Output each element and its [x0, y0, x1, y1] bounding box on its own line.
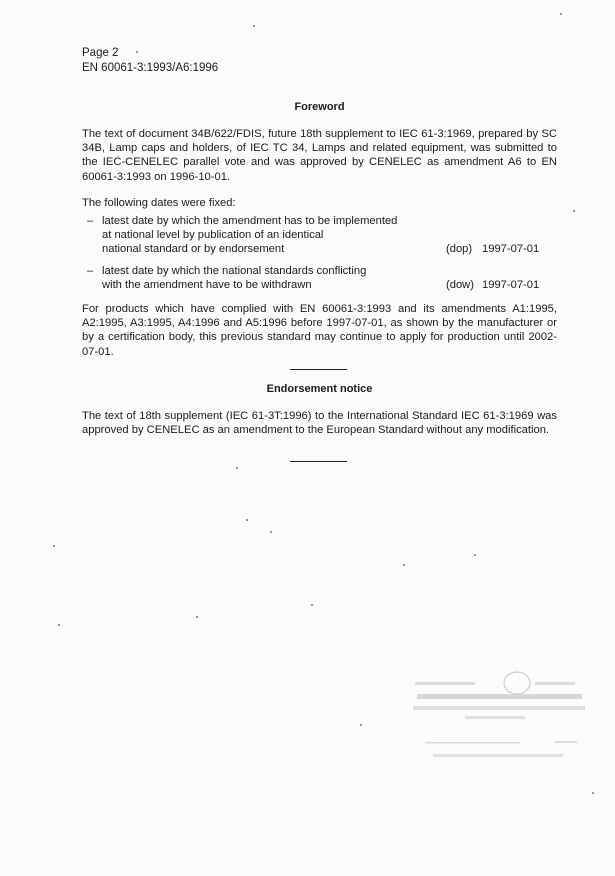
dow-date: 1997-07-01 — [482, 278, 540, 291]
dash: – — [87, 264, 94, 277]
endorsement-heading: Endorsement notice — [266, 383, 373, 395]
dop-date: 1997-07-01 — [482, 243, 540, 256]
official-stamp-watermark — [405, 668, 590, 768]
scan-speck — [53, 545, 55, 547]
section-divider — [290, 369, 347, 370]
dop-line-3: national standard or by endorsement — [102, 243, 285, 256]
scan-speck — [360, 724, 362, 726]
page-header — [82, 46, 218, 76]
dates-intro: The following dates were fixed: — [82, 197, 236, 209]
foreword-heading: Foreword — [294, 101, 345, 113]
scan-speck — [270, 531, 272, 533]
page-number: Page 2 — [82, 47, 119, 59]
scan-speck — [573, 210, 575, 212]
scan-speck — [253, 25, 255, 27]
end-divider — [290, 461, 347, 462]
dow-line-2: with the amendment have to be withdrawn — [102, 278, 312, 291]
scan-speck — [403, 564, 405, 566]
foreword-paragraph-1: The text of document 34B/622/FDIS, future 18th supplement to IEC 61-3:1969, prepared by SC 34B, Lamp caps and holders, of IEC TC 34, Lamps and related equipment, was submitted to the IEC-CENELEC parallel vote and was approved by CENELEC as amendment A6 to EN 60061-3:1993 on 1996-10-01. — [82, 128, 557, 183]
dow-code: (dow) — [446, 278, 474, 291]
dop-line-2: at national level by publication of an identical — [102, 229, 324, 242]
dates-list — [82, 214, 557, 292]
scan-speck — [311, 604, 313, 606]
scan-speck — [236, 467, 238, 469]
date-item-dow — [82, 264, 557, 292]
scan-speck — [136, 51, 138, 53]
scan-speck — [560, 13, 562, 15]
dash: – — [87, 215, 94, 227]
scan-speck — [246, 519, 248, 521]
document-id: EN 60061-3:1993/A6:1996 — [82, 62, 219, 74]
date-item-dop — [82, 214, 557, 257]
scan-speck — [196, 616, 198, 618]
scan-speck — [592, 792, 594, 794]
scan-speck — [58, 624, 60, 626]
foreword-paragraph-2: For products which have complied with EN 60061-3:1993 and its amendments A1:1995, A2:1995, A3:1995, A4:1996 and A5:1996 before 1997-07-01, as shown by the manufacturer or by a certification body, this previous standard may continue to apply for production until 2002-07-01. — [82, 303, 557, 358]
dop-line-1: latest date by which the amendment has to be implemented — [102, 215, 398, 227]
scan-speck — [474, 554, 476, 556]
dop-code: (dop) — [446, 243, 473, 256]
dow-line-1: latest date by which the national standards conflicting — [102, 264, 367, 277]
endorsement-paragraph: The text of 18th supplement (IEC 61-3T:1996) to the International Standard IEC 61-3:1969 was approved by CENELEC as an amendment to the European Standard without any modification. — [82, 410, 557, 437]
